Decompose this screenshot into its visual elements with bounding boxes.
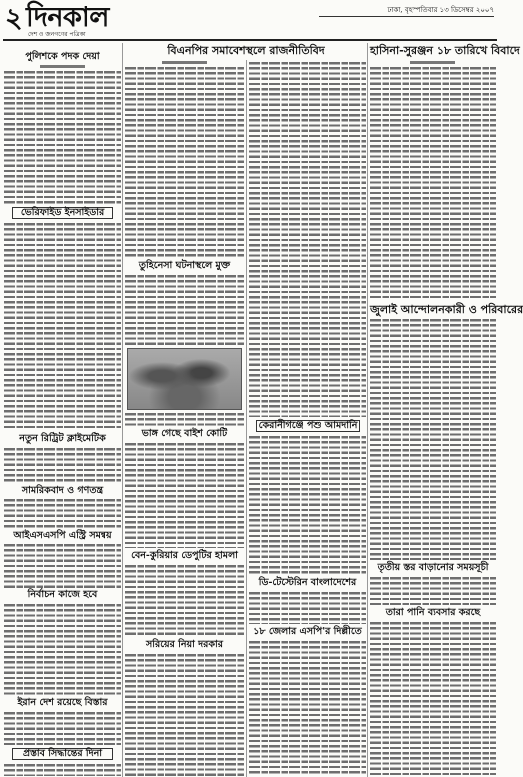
newspaper-logo: দিনকাল bbox=[26, 2, 109, 33]
newspaper-tagline: দেশ ও জনগণের পত্রিকা bbox=[28, 31, 86, 38]
headline: সামরিকবাদ ও গণতন্ত্র bbox=[21, 485, 104, 496]
headline: কেরানীগঞ্জে পশু আমদানি bbox=[256, 420, 360, 432]
article-text bbox=[370, 67, 496, 301]
column-divider bbox=[367, 43, 368, 777]
article-text bbox=[4, 448, 121, 484]
byline bbox=[40, 65, 85, 68]
article-text bbox=[125, 67, 244, 259]
article-text bbox=[370, 577, 496, 605]
headline: সরিয়ের নিয়া দরকার bbox=[145, 639, 224, 650]
article-text bbox=[249, 436, 366, 575]
column-divider bbox=[122, 43, 123, 777]
byline bbox=[162, 61, 207, 64]
article-text bbox=[249, 641, 366, 776]
article-text bbox=[4, 499, 121, 529]
article-text bbox=[125, 654, 244, 776]
article-text bbox=[370, 319, 496, 560]
headline: জুলাই আন্দোলনকারী ও পরিবারের bbox=[370, 303, 523, 316]
column-divider bbox=[246, 60, 247, 777]
byline bbox=[410, 61, 455, 64]
page-number: ২ bbox=[5, 3, 23, 34]
headline: নির্বাচন কাজে হবে bbox=[27, 589, 98, 600]
article-text bbox=[249, 62, 366, 417]
headline: প্রস্তাব সিদ্ধান্তের দিনা bbox=[12, 748, 113, 760]
headline: আইএসএসপি এস্ট্রি সমন্বয় bbox=[13, 530, 112, 541]
headline: হাসিনা-সুরঞ্জন ১৮ তারিখে বিবাদে bbox=[370, 44, 520, 57]
headline: তৃতীয় স্তর বাড়ানোর সময়সূচী bbox=[377, 562, 489, 573]
headline: ১৮ জেলার এসপি'র দিল্লীতে bbox=[253, 626, 362, 637]
article-text bbox=[4, 544, 121, 588]
article-text bbox=[125, 413, 244, 426]
article-text bbox=[4, 604, 121, 696]
article-text bbox=[4, 71, 121, 205]
headline: বেন-কুরিয়ার ডেপুটির হামলা bbox=[131, 550, 238, 561]
headline: তারা পানি ব্যবসার করছে bbox=[385, 607, 481, 618]
news-photo bbox=[127, 348, 242, 410]
article-text bbox=[370, 622, 496, 776]
headline: নতুন রিট্রিট ক্লাইমেটিক bbox=[19, 433, 106, 444]
article-text bbox=[125, 565, 244, 637]
headline: তুহিনেসা ঘটনাস্থলে মুক্ত bbox=[138, 260, 231, 271]
article-text bbox=[125, 443, 244, 548]
headline: ভাঙ্গ গেছে বাইশ কোটি bbox=[141, 428, 228, 439]
article-text bbox=[4, 223, 121, 431]
lead-headline: বিএনপির সমাবেশস্থলে রাজনীতিবিদ bbox=[167, 44, 325, 57]
headline: ভেরিফাইড ইনসাইডার bbox=[12, 207, 113, 219]
article-text bbox=[125, 275, 244, 345]
headline: পুলিশকে পদক দেয়া bbox=[25, 51, 100, 62]
article-text bbox=[249, 592, 366, 624]
masthead-rule bbox=[3, 39, 497, 41]
issue-date: ঢাকা, বৃহস্পতিবার ১৩ ডিসেম্বর ২০০৭ bbox=[319, 6, 494, 17]
article-text bbox=[4, 712, 121, 745]
article-text bbox=[4, 764, 121, 776]
headline: ইরান দেশ রয়েছে বিস্তার bbox=[17, 697, 108, 708]
headline: ডি-টেস্টেরিন বাংলাদেশের bbox=[258, 577, 357, 588]
